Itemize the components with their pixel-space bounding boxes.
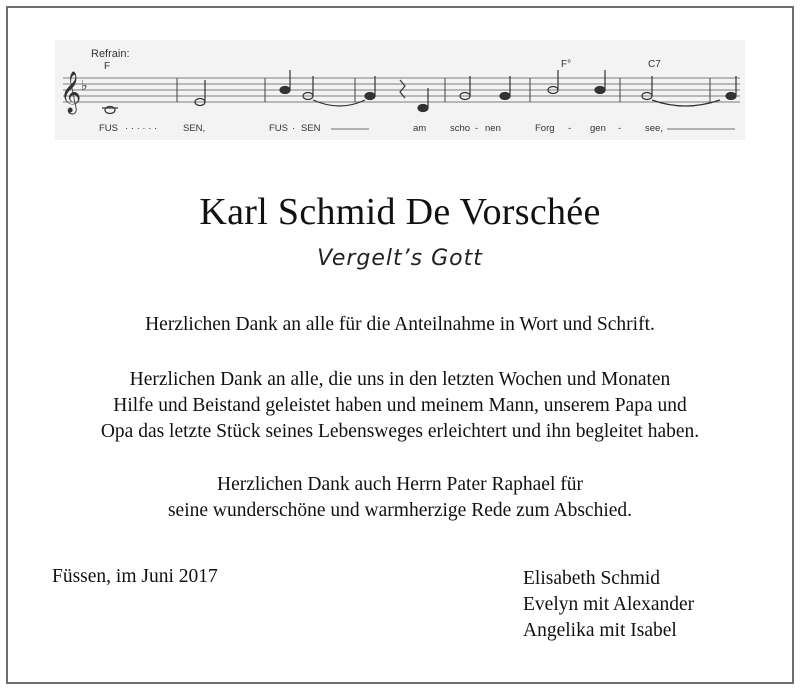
text-line: seine wunderschöne und warmherzige Rede zum Abschied.: [167, 500, 633, 521]
treble-clef-icon: 𝄞: [60, 72, 82, 113]
text-line: Opa das letzte Stück seines Lebensweges erleichtert und ihn begleitet haben.: [100, 421, 700, 442]
lyric: FUS: [269, 123, 288, 134]
lyrics: [99, 123, 663, 134]
chord-c7: C7: [648, 59, 661, 70]
text-line: Herzlichen Dank auch Herrn Pater Raphael für: [217, 474, 583, 495]
text-line: Herzlichen Dank an alle, die uns in den letzten Wochen und Monaten: [129, 369, 671, 390]
notes: [102, 70, 736, 114]
place-date: Füssen, im Juni 2017: [52, 566, 218, 587]
lyric: nen: [485, 123, 501, 134]
lyric: Forg: [535, 123, 555, 134]
lyric: am: [413, 123, 427, 134]
lyric: FUS: [99, 123, 118, 134]
flat-icon: ♭: [81, 78, 88, 94]
chord-fdim: F°: [561, 59, 572, 70]
signers: [523, 566, 694, 644]
lyric: SEN: [301, 123, 321, 134]
text-line: Hilfe und Beistand geleistet haben und meinem Mann, unserem Papa und: [113, 395, 687, 416]
lyric: -: [568, 123, 572, 134]
subtitle: Vergelt’s Gott: [317, 246, 483, 271]
chord-f: F: [104, 61, 111, 72]
lyric: · · · · · ·: [125, 123, 158, 134]
lyric: -: [618, 123, 622, 134]
thanks-paragraph-3: [20, 472, 780, 524]
lyric: see,: [645, 123, 663, 134]
thanks-paragraph-1: [20, 312, 780, 338]
lyric: gen: [590, 123, 606, 134]
lyric: SEN,: [183, 123, 206, 134]
sheet-music: [55, 40, 745, 140]
thanks-paragraph-2: [20, 367, 780, 445]
lyric: scho: [450, 123, 471, 134]
signer: Evelyn mit Alexander: [523, 594, 695, 615]
signer: Elisabeth Schmid: [523, 568, 661, 589]
text-line: Herzlichen Dank an alle für die Anteilnahme in Wort und Schrift.: [145, 314, 655, 335]
signer: Angelika mit Isabel: [523, 620, 677, 641]
deceased-name: Karl Schmid De Vorschée: [199, 191, 601, 233]
lyric: -: [475, 123, 479, 134]
lyric: ·: [292, 123, 296, 134]
refrain-label: Refrain:: [91, 48, 130, 60]
